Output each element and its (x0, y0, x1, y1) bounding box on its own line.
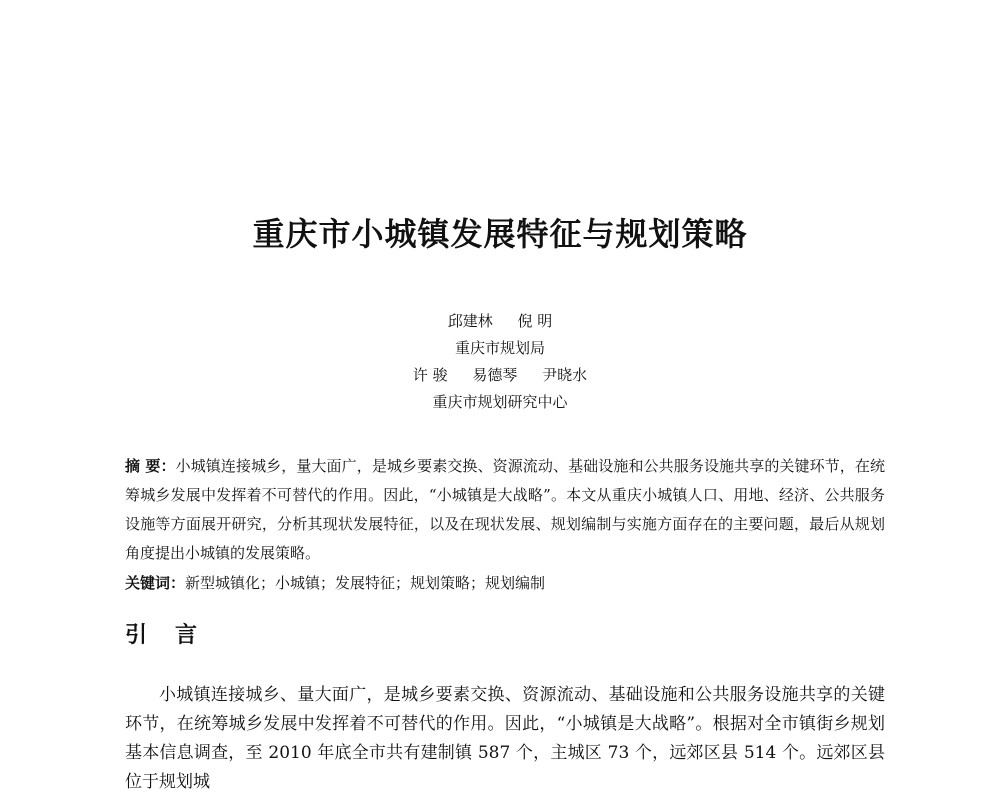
section-heading: 引言 (125, 623, 226, 648)
affiliation-2: 重庆市规划研究中心 (432, 393, 568, 411)
author-name: 邱建林 (447, 312, 493, 330)
author-name: 尹晓水 (542, 366, 588, 384)
author-block (0, 309, 1000, 417)
abstract-label: 摘 要： (125, 457, 176, 475)
author-name: 易德琴 (472, 366, 518, 384)
keywords-label: 关键词： (125, 574, 186, 592)
abstract (125, 452, 885, 568)
affiliation-1: 重庆市规划局 (454, 339, 545, 357)
author-line-2 (0, 363, 1000, 390)
keywords-text: 新型城镇化；小城镇；发展特征；规划策略；规划编制 (185, 574, 546, 592)
author-line-1 (0, 309, 1000, 336)
body-paragraph: 小城镇连接城乡、量大面广，是城乡要素交换、资源流动、基础设施和公共服务设施共享的关键环节，在统筹城乡发展中发挥着不可替代的作用。因此，“小城镇是大战略”。根据对全市镇街乡规划基本信息调查，至 2010 年底全市共有建制镇 587 个，主城区 73 个，远郊区县 514 个。远郊区县位于规划城 (125, 685, 885, 792)
keywords (125, 569, 885, 598)
author-name: 许 骏 (412, 366, 448, 384)
author-name: 倪 明 (517, 312, 553, 330)
paper-title: 重庆市小城镇发展特征与规划策略 (252, 215, 748, 253)
abstract-text: 小城镇连接城乡，量大面广，是城乡要素交换、资源流动、基础设施和公共服务设施共享的关键环节，在统筹城乡发展中发挥着不可替代的作用。因此，“小城镇是大战略”。本文从重庆小城镇人口、用地、经济、公共服务设施等方面展开研究，分析其现状发展特征，以及在现状发展、规划编制与实施方面存在的主要问题，最后从规划角度提出小城镇的发展策略。 (125, 457, 885, 562)
